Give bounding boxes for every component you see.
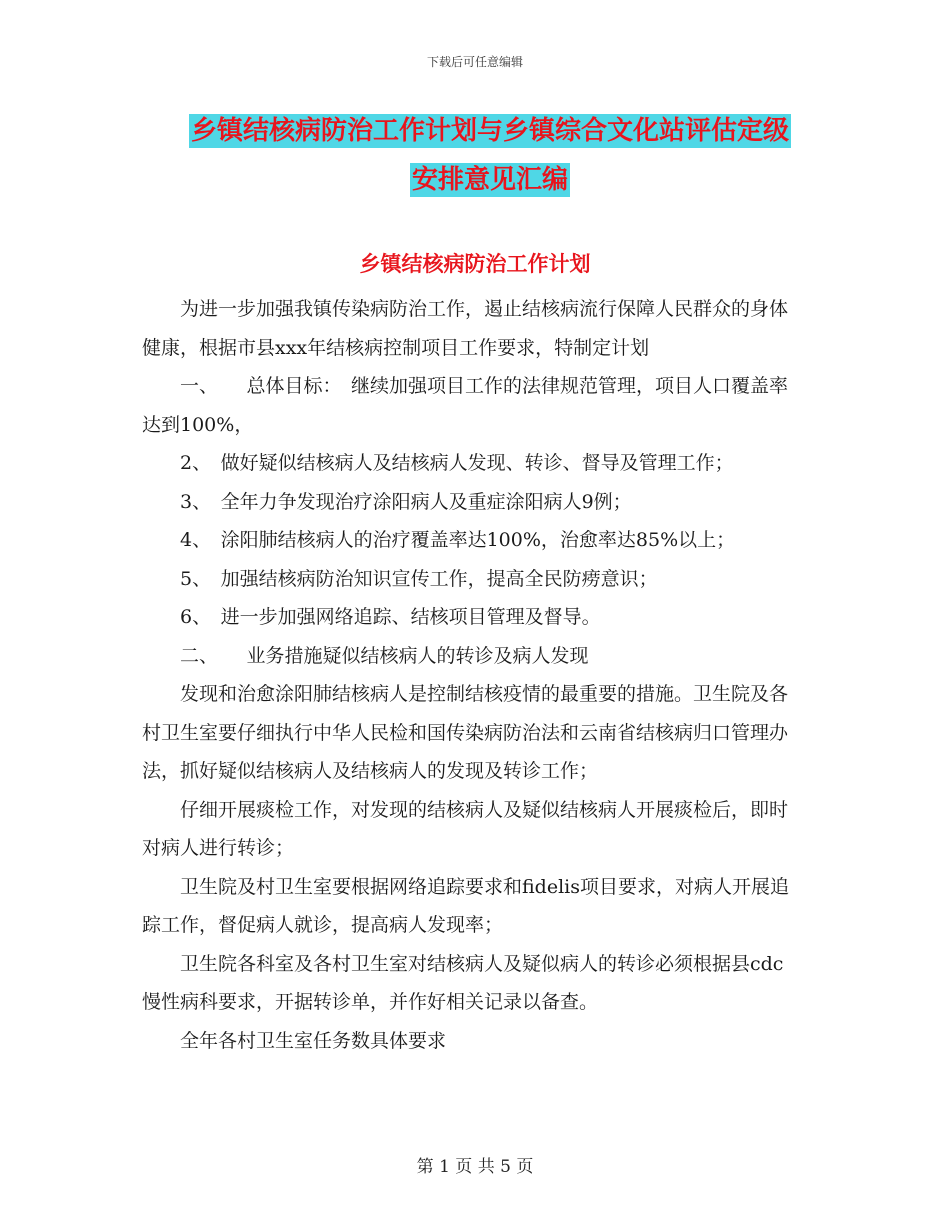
title-line-1: 乡镇结核病防治工作计划与乡镇综合文化站评估定级 bbox=[190, 116, 789, 146]
list-item: 6、 进一步加强网络追踪、结核项目管理及督导。 bbox=[180, 606, 601, 628]
paragraph: 发现和治愈涂阳肺结核病人是控制结核疫情的最重要的措施。卫生院及各村卫生室要仔细执行中华人民检和国传染病防治法和云南省结核病归口管理办法，抓好疑似结核病人及结核病人的发现及转诊工作； bbox=[142, 683, 789, 782]
header-note: 下载后可任意编辑 bbox=[426, 55, 523, 69]
document-title bbox=[140, 107, 840, 205]
title-line-2: 安排意见汇编 bbox=[411, 165, 568, 195]
paragraph: 全年各村卫生室任务数具体要求 bbox=[180, 1029, 447, 1052]
paragraph: 二、 业务措施疑似结核病人的转诊及病人发现 bbox=[180, 644, 589, 667]
paragraph: 为进一步加强我镇传染病防治工作，遏止结核病流行保障人民群众的身体健康，根据市县xxx年结核病控制项目工作要求，特制定计划 bbox=[142, 298, 789, 359]
paragraph: 仔细开展痰检工作，对发现的结核病人及疑似结核病人开展痰检后，即时对病人进行转诊； bbox=[142, 798, 789, 859]
page-footer: 第 1 页 共 5 页 bbox=[416, 1157, 534, 1177]
paragraph: 卫生院各科室及各村卫生室对结核病人及疑似病人的转诊必须根据县cdc慢性病科要求，开据转诊单，并作好相关记录以备查。 bbox=[142, 952, 784, 1013]
section-title: 乡镇结核病防治工作计划 bbox=[359, 252, 591, 276]
paragraph: 一、 总体目标： 继续加强项目工作的法律规范管理，项目人口覆盖率达到100%， bbox=[142, 375, 789, 436]
paragraph: 卫生院及村卫生室要根据网络追踪要求和fidelis项目要求，对病人开展追踪工作，督促病人就诊，提高病人发现率； bbox=[142, 875, 789, 936]
body-text bbox=[142, 290, 802, 1060]
list-item: 3、 全年力争发现治疗涂阳病人及重症涂阳病人9例； bbox=[180, 490, 632, 513]
list-item: 5、 加强结核病防治知识宣传工作，提高全民防痨意识； bbox=[180, 567, 658, 590]
list-item: 2、 做好疑似结核病人及结核病人发现、转诊、督导及管理工作； bbox=[180, 452, 734, 474]
list-item: 4、 涂阳肺结核病人的治疗覆盖率达100%，治愈率达85%以上； bbox=[180, 529, 736, 551]
